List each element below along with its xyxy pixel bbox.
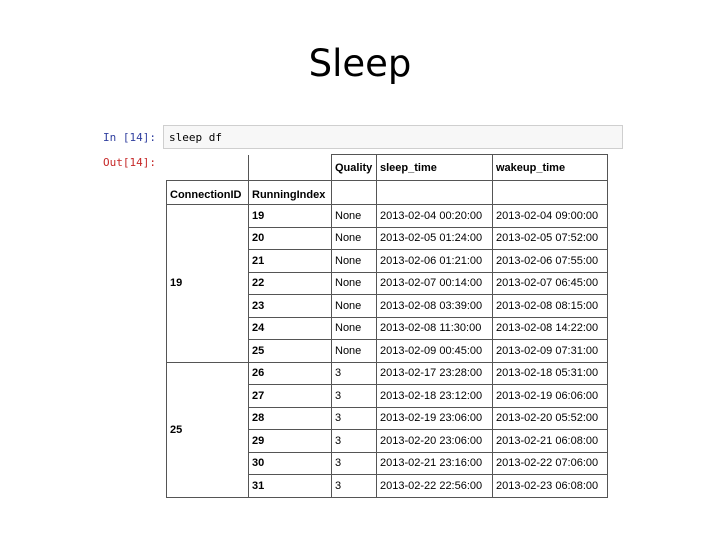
- sleep-time-cell: 2013-02-09 00:45:00: [377, 340, 493, 363]
- wakeup-time-cell: 2013-02-08 14:22:00: [493, 317, 608, 340]
- quality-cell: 3: [332, 362, 377, 385]
- running-index-cell: 21: [249, 250, 332, 273]
- quality-cell: None: [332, 205, 377, 228]
- sleep-time-cell: 2013-02-08 11:30:00: [377, 317, 493, 340]
- table-row: [167, 205, 608, 228]
- wakeup-time-cell: 2013-02-05 07:52:00: [493, 227, 608, 250]
- running-index-cell: 20: [249, 227, 332, 250]
- index-name-connection-id: ConnectionID: [167, 181, 249, 205]
- sleep-time-cell: 2013-02-19 23:06:00: [377, 407, 493, 430]
- running-index-cell: 31: [249, 475, 332, 498]
- wakeup-time-cell: 2013-02-04 09:00:00: [493, 205, 608, 228]
- quality-cell: None: [332, 227, 377, 250]
- wakeup-time-cell: 2013-02-09 07:31:00: [493, 340, 608, 363]
- code-cell[interactable]: [163, 125, 623, 149]
- quality-cell: None: [332, 340, 377, 363]
- header-empty-cell: [493, 181, 608, 205]
- connection-id-cell: 25: [167, 362, 249, 497]
- sleep-time-cell: 2013-02-06 01:21:00: [377, 250, 493, 273]
- output-prompt: Out[14]:: [103, 156, 156, 169]
- wakeup-time-cell: 2013-02-22 07:06:00: [493, 452, 608, 475]
- wakeup-time-cell: 2013-02-18 05:31:00: [493, 362, 608, 385]
- quality-cell: None: [332, 317, 377, 340]
- running-index-cell: 30: [249, 452, 332, 475]
- running-index-cell: 19: [249, 205, 332, 228]
- sleep-time-cell: 2013-02-21 23:16:00: [377, 452, 493, 475]
- quality-cell: None: [332, 295, 377, 318]
- table-row: [167, 362, 608, 385]
- sleep-time-cell: 2013-02-05 01:24:00: [377, 227, 493, 250]
- code-text: sleep df: [169, 131, 222, 144]
- quality-cell: None: [332, 250, 377, 273]
- header-blank-cell: [167, 155, 249, 181]
- sleep-time-cell: 2013-02-22 22:56:00: [377, 475, 493, 498]
- wakeup-time-cell: 2013-02-19 06:06:00: [493, 385, 608, 408]
- wakeup-time-cell: 2013-02-07 06:45:00: [493, 272, 608, 295]
- sleep-time-cell: 2013-02-18 23:12:00: [377, 385, 493, 408]
- running-index-cell: 26: [249, 362, 332, 385]
- header-blank-cell: [249, 155, 332, 181]
- column-header-quality: Quality: [332, 155, 377, 181]
- quality-cell: 3: [332, 452, 377, 475]
- slide-title: Sleep: [308, 42, 412, 85]
- wakeup-time-cell: 2013-02-08 08:15:00: [493, 295, 608, 318]
- index-name-running-index: RunningIndex: [249, 181, 332, 205]
- quality-cell: 3: [332, 475, 377, 498]
- wakeup-time-cell: 2013-02-20 05:52:00: [493, 407, 608, 430]
- header-empty-cell: [332, 181, 377, 205]
- running-index-cell: 25: [249, 340, 332, 363]
- running-index-cell: 29: [249, 430, 332, 453]
- wakeup-time-cell: 2013-02-23 06:08:00: [493, 475, 608, 498]
- wakeup-time-cell: 2013-02-21 06:08:00: [493, 430, 608, 453]
- running-index-cell: 22: [249, 272, 332, 295]
- running-index-cell: 28: [249, 407, 332, 430]
- column-header-wakeup-time: wakeup_time: [493, 155, 608, 181]
- sleep-time-cell: 2013-02-07 00:14:00: [377, 272, 493, 295]
- header-empty-cell: [377, 181, 493, 205]
- sleep-time-cell: 2013-02-04 00:20:00: [377, 205, 493, 228]
- dataframe-table: [166, 154, 608, 498]
- sleep-time-cell: 2013-02-20 23:06:00: [377, 430, 493, 453]
- sleep-time-cell: 2013-02-17 23:28:00: [377, 362, 493, 385]
- column-header-sleep-time: sleep_time: [377, 155, 493, 181]
- input-prompt: In [14]:: [103, 131, 156, 144]
- quality-cell: 3: [332, 407, 377, 430]
- quality-cell: 3: [332, 385, 377, 408]
- sleep-time-cell: 2013-02-08 03:39:00: [377, 295, 493, 318]
- running-index-cell: 24: [249, 317, 332, 340]
- table-body: [167, 205, 608, 498]
- running-index-cell: 27: [249, 385, 332, 408]
- connection-id-cell: 19: [167, 205, 249, 363]
- running-index-cell: 23: [249, 295, 332, 318]
- quality-cell: 3: [332, 430, 377, 453]
- quality-cell: None: [332, 272, 377, 295]
- wakeup-time-cell: 2013-02-06 07:55:00: [493, 250, 608, 273]
